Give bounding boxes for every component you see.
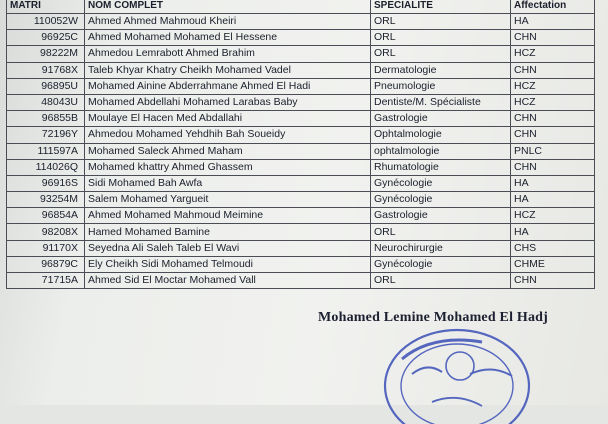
specialty-cell: ORL <box>371 273 511 289</box>
assignment-cell: HA <box>511 175 595 191</box>
name-cell: Salem Mohamed Yargueit <box>85 192 371 208</box>
matri-cell: 48043U <box>7 94 85 110</box>
matri-cell: 72196Y <box>7 127 85 143</box>
assignment-cell: PNLC <box>511 143 595 159</box>
assignment-cell: CHS <box>511 240 595 256</box>
name-cell: Hamed Mohamed Bamine <box>85 224 371 240</box>
specialty-cell: ORL <box>371 46 511 62</box>
header-specialty: SPECIALITE <box>371 0 511 14</box>
assignment-cell: CHN <box>511 111 595 127</box>
name-cell: Moulaye El Hacen Med Abdallahi <box>85 111 371 127</box>
assignment-cell: HCZ <box>511 78 595 94</box>
assignment-cell: CHN <box>511 62 595 78</box>
table-row <box>7 224 595 240</box>
name-cell: Ahmedou Lemrabott Ahmed Brahim <box>85 46 371 62</box>
header-matri: MATRI <box>7 0 85 14</box>
name-cell: Seyedna Ali Saleh Taleb El Wavi <box>85 240 371 256</box>
matri-cell: 110052W <box>7 14 85 30</box>
specialty-cell: Dentiste/M. Spécialiste <box>371 94 511 110</box>
name-cell: Ahmed Sid El Moctar Mohamed Vall <box>85 273 371 289</box>
matri-cell: 111597A <box>7 143 85 159</box>
specialty-cell: Pneumologie <box>371 78 511 94</box>
assignment-cell: HA <box>511 192 595 208</box>
specialty-cell: Gynécologie <box>371 192 511 208</box>
specialty-cell: ORL <box>371 224 511 240</box>
assignment-cell: HCZ <box>511 94 595 110</box>
assignment-cell: CHN <box>511 30 595 46</box>
official-stamp <box>372 314 542 424</box>
table-row <box>7 143 595 159</box>
name-cell: Ahmed Mohamed Mohamed El Hessene <box>85 30 371 46</box>
specialty-cell: Neurochirurgie <box>371 240 511 256</box>
table-row <box>7 175 595 191</box>
name-cell: Mohamed Ainine Abderrahmane Ahmed El Hadi <box>85 78 371 94</box>
assignment-cell: CHME <box>511 256 595 272</box>
assignment-cell: HCZ <box>511 208 595 224</box>
table-header-row <box>7 0 595 14</box>
matri-cell: 91170X <box>7 240 85 256</box>
matri-cell: 96879C <box>7 256 85 272</box>
assignment-table <box>6 0 595 289</box>
assignment-cell: HCZ <box>511 46 595 62</box>
matri-cell: 98222M <box>7 46 85 62</box>
name-cell: Ahmed Mohamed Mahmoud Meimine <box>85 208 371 224</box>
header-assignment: Affectation <box>511 0 595 14</box>
table-body <box>7 14 595 289</box>
signature-name: Mohamed Lemine Mohamed El Hadj <box>318 310 548 325</box>
matri-cell: 96895U <box>7 78 85 94</box>
table-row <box>7 62 595 78</box>
name-cell: Ahmedou Mohamed Yehdhih Bah Soueidy <box>85 127 371 143</box>
table-row <box>7 30 595 46</box>
matri-cell: 98208X <box>7 224 85 240</box>
header-full-name: NOM COMPLET <box>85 0 371 14</box>
table-row <box>7 94 595 110</box>
specialty-cell: ophtalmologie <box>371 143 511 159</box>
specialty-cell: Gynécologie <box>371 175 511 191</box>
name-cell: Ahmed Ahmed Mahmoud Kheiri <box>85 14 371 30</box>
table-row <box>7 208 595 224</box>
table-row <box>7 78 595 94</box>
assignment-cell: CHN <box>511 127 595 143</box>
table-row <box>7 46 595 62</box>
name-cell: Mohamed Abdellahi Mohamed Larabas Baby <box>85 94 371 110</box>
assignment-cell: CHN <box>511 273 595 289</box>
specialty-cell: Ophtalmologie <box>371 127 511 143</box>
table-row <box>7 240 595 256</box>
assignment-cell: CHN <box>511 159 595 175</box>
table-row <box>7 256 595 272</box>
assignment-cell: HA <box>511 14 595 30</box>
matri-cell: 96925C <box>7 30 85 46</box>
specialty-cell: Gastrologie <box>371 208 511 224</box>
name-cell: Mohamed khattry Ahmed Ghassem <box>85 159 371 175</box>
matri-cell: 114026Q <box>7 159 85 175</box>
name-cell: Ely Cheikh Sidi Mohamed Telmoudi <box>85 256 371 272</box>
name-cell: Sidi Mohamed Bah Awfa <box>85 175 371 191</box>
assignment-cell: HA <box>511 224 595 240</box>
specialty-cell: Dermatologie <box>371 62 511 78</box>
table-row <box>7 111 595 127</box>
matri-cell: 96916S <box>7 175 85 191</box>
matri-cell: 96855B <box>7 111 85 127</box>
table-row <box>7 192 595 208</box>
specialty-cell: Rhumatologie <box>371 159 511 175</box>
table-row <box>7 14 595 30</box>
specialty-cell: Gastrologie <box>371 111 511 127</box>
matri-cell: 93254M <box>7 192 85 208</box>
specialty-cell: ORL <box>371 30 511 46</box>
specialty-cell: ORL <box>371 14 511 30</box>
table-row <box>7 159 595 175</box>
table-row <box>7 127 595 143</box>
matri-cell: 96854A <box>7 208 85 224</box>
matri-cell: 91768X <box>7 62 85 78</box>
name-cell: Taleb Khyar Khatry Cheikh Mohamed Vadel <box>85 62 371 78</box>
name-cell: Mohamed Saleck Ahmed Maham <box>85 143 371 159</box>
table-row <box>7 273 595 289</box>
matri-cell: 71715A <box>7 273 85 289</box>
specialty-cell: Gynécologie <box>371 256 511 272</box>
